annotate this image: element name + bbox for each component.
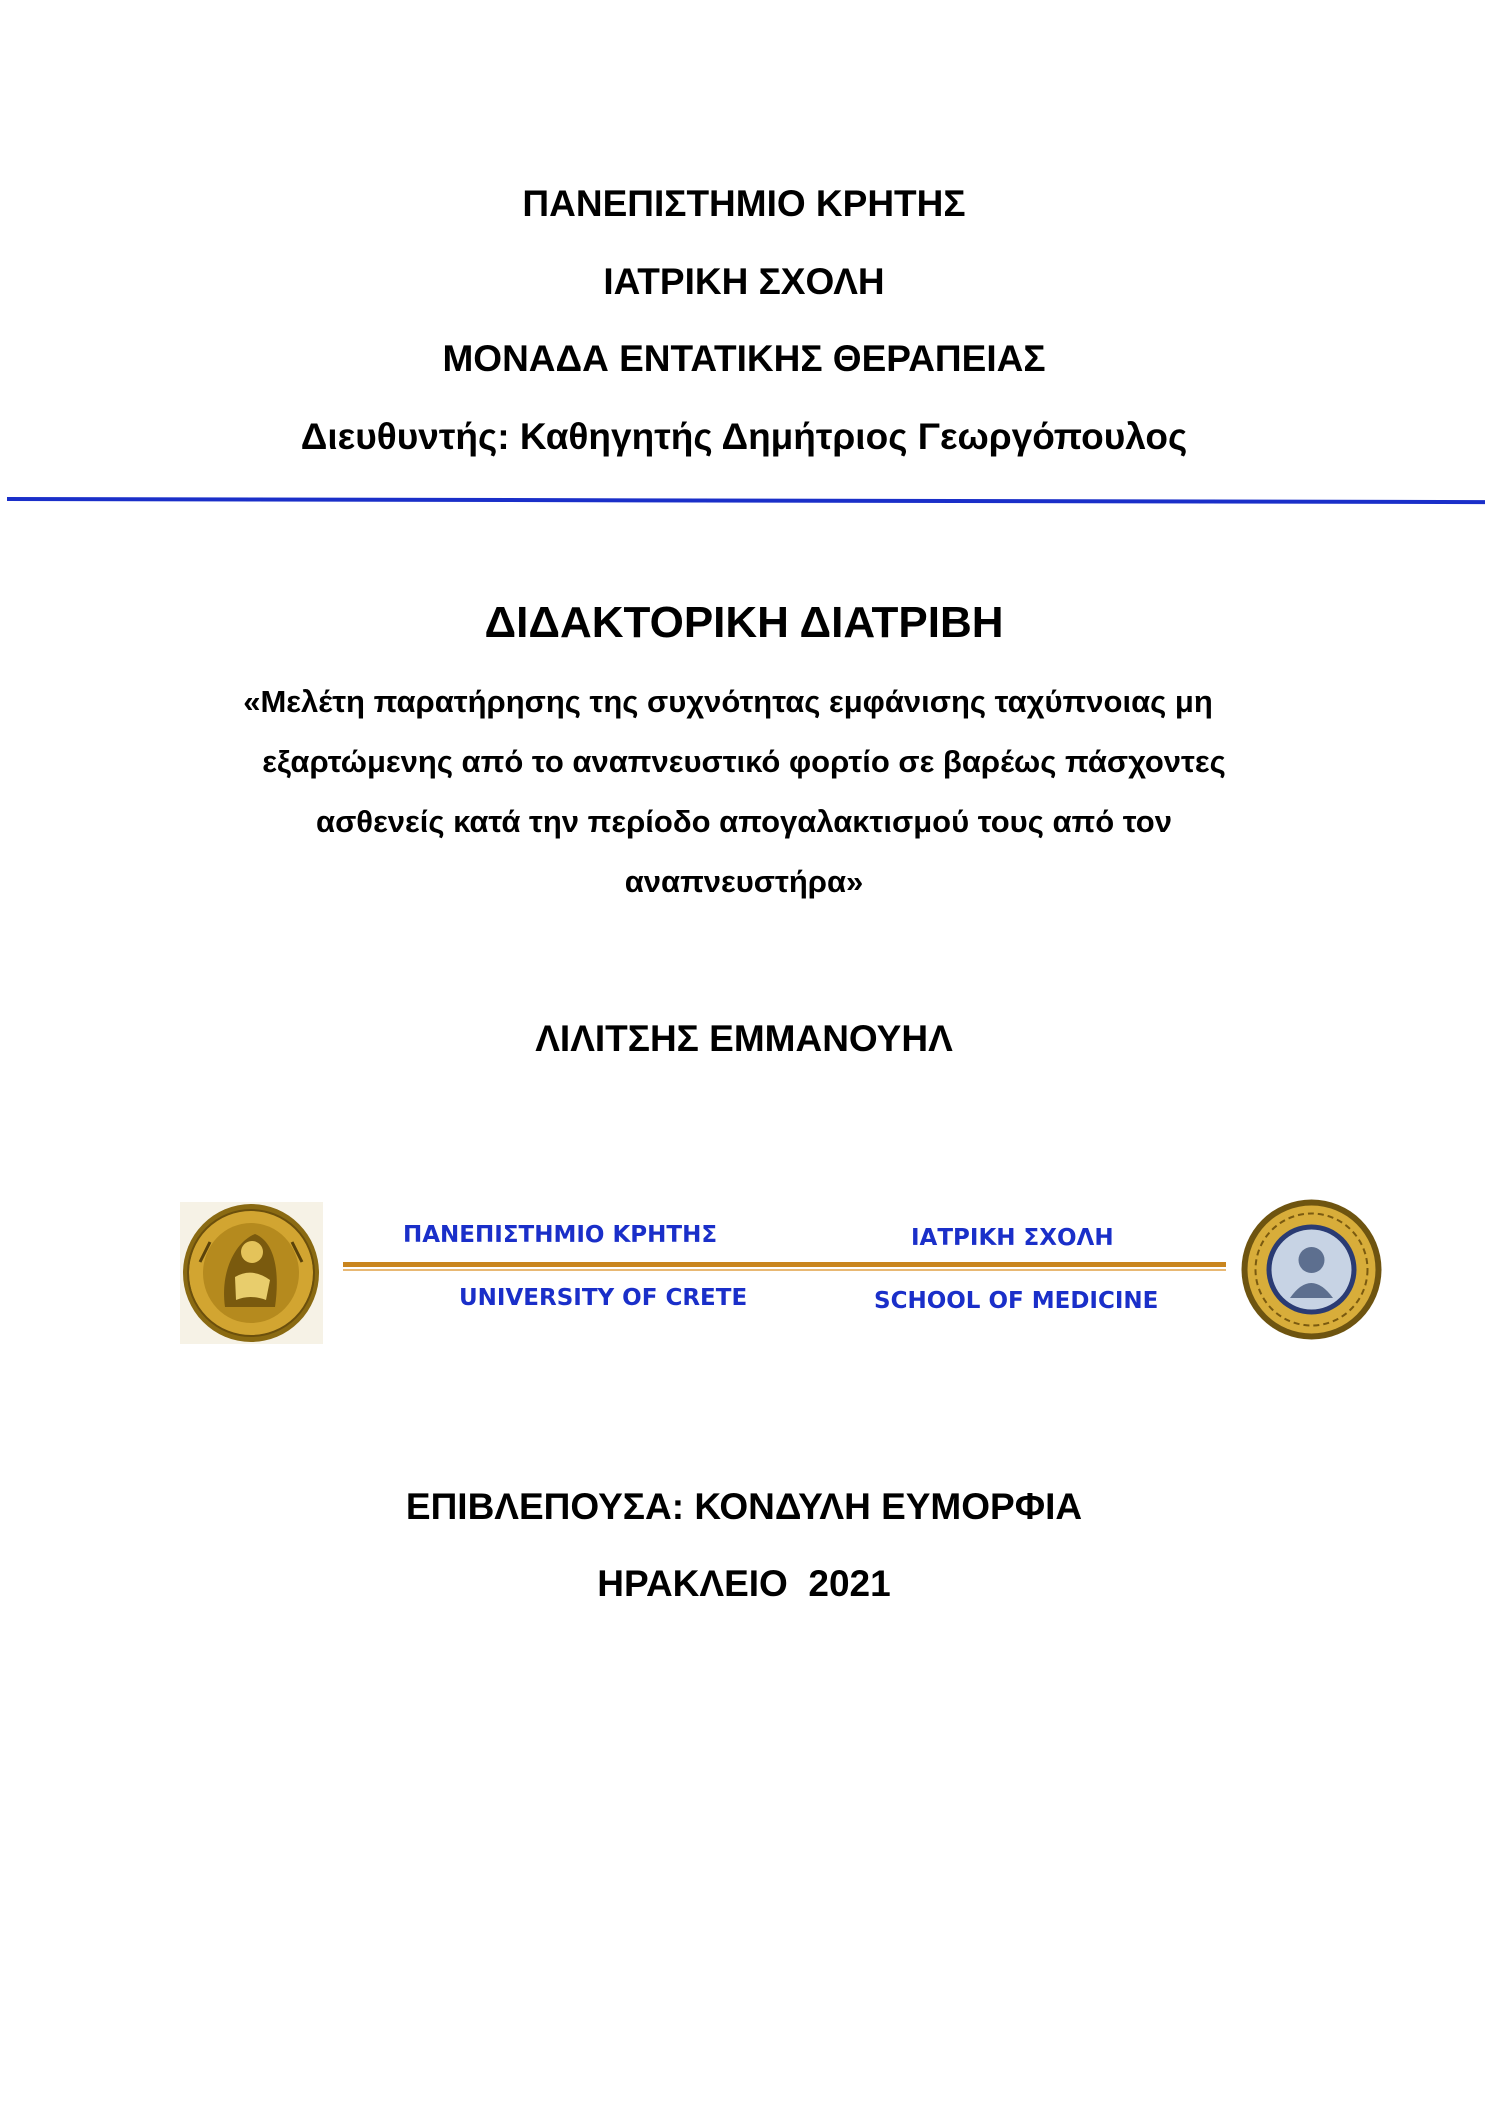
university-seal-icon bbox=[180, 1202, 323, 1344]
header-school: ΙΑΤΡΙΚΗ ΣΧΟΛΗ bbox=[603, 261, 885, 302]
thesis-type: ΔΙΔΑΚΤΟΡΙΚΗ ΔΙΑΤΡΙΒΗ bbox=[484, 598, 1004, 647]
medical-school-seal-icon bbox=[1240, 1198, 1383, 1341]
header-university: ΠΑΝΕΠΙΣΤΗΜΙΟ ΚΡΗΤΗΣ bbox=[522, 183, 966, 224]
header-director: Διευθυντής: Καθηγητής Δημήτριος Γεωργόπουλος bbox=[300, 416, 1188, 457]
thesis-title-line: «Μελέτη παρατήρησης της συχνότητας εμφάνισης ταχύπνοιας μη bbox=[243, 684, 1213, 719]
thesis-author: ΛΙΛΙΤΣΗΣ ΕΜΜΑΝΟΥΗΛ bbox=[535, 1018, 953, 1059]
thesis-title-line: ασθενείς κατά την περίοδο απογαλακτισμού τους από τον bbox=[316, 804, 1172, 839]
banner-university-en: UNIVERSITY OF CRETE bbox=[459, 1285, 748, 1311]
thesis-title-line: αναπνευστήρα» bbox=[624, 864, 864, 899]
banner-divider-shadow bbox=[343, 1269, 1226, 1271]
header-unit: ΜΟΝΑΔΑ ΕΝΤΑΤΙΚΗΣ ΘΕΡΑΠΕΙΑΣ bbox=[442, 338, 1046, 379]
thesis-title bbox=[0, 672, 1488, 912]
thesis-title-line: εξαρτώμενης από το αναπνευστικό φορτίο σε βαρέως πάσχοντες bbox=[262, 744, 1226, 779]
banner-divider bbox=[343, 1262, 1226, 1267]
banner-university-gr: ΠΑΝΕΠΙΣΤΗΜΙΟ ΚΡΗΤΗΣ bbox=[403, 1222, 718, 1248]
place-year: ΗΡΑΚΛΕΙΟ 2021 bbox=[597, 1563, 891, 1604]
banner-school-gr: ΙΑΤΡΙΚΗ ΣΧΟΛΗ bbox=[911, 1225, 1114, 1251]
banner-school-en: SCHOOL OF MEDICINE bbox=[874, 1288, 1159, 1314]
supervisor: ΕΠΙΒΛΕΠΟΥΣΑ: ΚΟΝΔΥΛΗ ΕΥΜΟΡΦΙΑ bbox=[405, 1486, 1083, 1527]
header-divider bbox=[7, 497, 1485, 504]
